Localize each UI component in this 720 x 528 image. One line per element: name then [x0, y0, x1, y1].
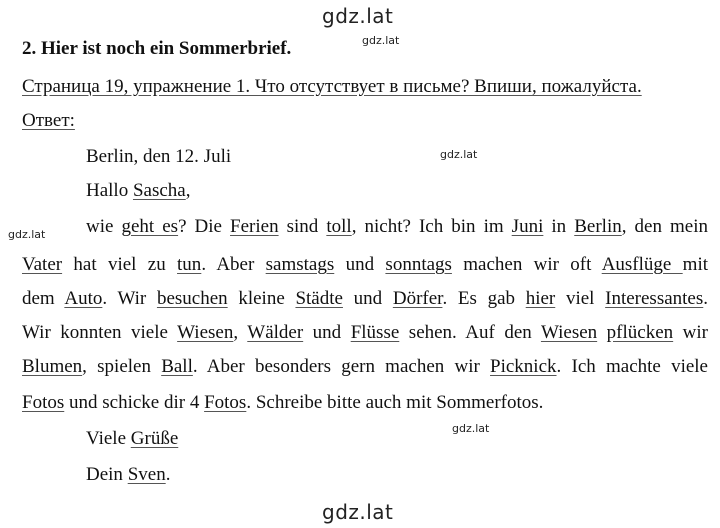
- body-text: wir: [673, 322, 708, 343]
- letter-date: Berlin, den 12. Juli: [86, 146, 232, 167]
- filled-word: Ausflüge: [601, 254, 683, 275]
- greeting-name: Sascha: [132, 180, 186, 201]
- signature-name: Sven: [127, 464, 166, 485]
- filled-word: Blumen: [22, 356, 83, 377]
- body-text: , spielen: [82, 356, 162, 377]
- filled-word: Wälder: [247, 322, 304, 343]
- filled-word: Auto: [64, 288, 103, 309]
- body-text: und: [303, 322, 351, 343]
- filled-word: geht es: [121, 216, 179, 237]
- filled-word: Berlin: [574, 216, 622, 237]
- letter-body-line: [22, 254, 708, 276]
- body-text: . Es gab: [442, 288, 526, 309]
- filled-word: Wiesen: [177, 322, 234, 343]
- signature-period: .: [165, 464, 171, 485]
- greeting-comma: ,: [185, 180, 191, 201]
- filled-word: besuchen: [156, 288, 228, 309]
- watermark-small-4: gdz.lat: [452, 422, 490, 435]
- body-text: in: [543, 216, 575, 237]
- letter-body-line: [22, 322, 708, 344]
- filled-word: hier: [525, 288, 556, 309]
- letter-body-line: [86, 216, 708, 238]
- letter-body-line: [22, 392, 543, 414]
- letter-body-line: [22, 356, 708, 378]
- body-text: , nicht? Ich bin im: [351, 216, 512, 237]
- body-text: , den mein: [621, 216, 708, 237]
- body-text: und schicke dir 4: [64, 392, 205, 413]
- filled-word: Fotos: [22, 392, 65, 413]
- body-text: und: [334, 254, 386, 275]
- filled-word: Ball: [161, 356, 193, 377]
- exercise-title: 2. Hier ist noch ein Sommerbrief.: [22, 38, 292, 59]
- body-text: kleine: [227, 288, 296, 309]
- watermark-bottom: gdz.lat: [322, 500, 394, 524]
- body-text: hat viel zu: [62, 254, 178, 275]
- body-text: ,: [233, 322, 248, 343]
- body-text: . Schreibe bitte auch mit Sommerfotos.: [246, 392, 544, 413]
- body-text: machen wir oft: [451, 254, 602, 275]
- body-text: . Aber besonders gern machen wir: [192, 356, 491, 377]
- filled-word: Flüsse: [350, 322, 400, 343]
- filled-word: sonntags: [385, 254, 452, 275]
- body-text: viel: [555, 288, 606, 309]
- body-text: mit: [682, 254, 709, 275]
- task-text: Страница 19, упражнение 1. Что отсутствует в письме? Впиши, пожалуйста.: [22, 76, 642, 97]
- watermark-small-1: gdz.lat: [362, 34, 400, 47]
- answer-label: Ответ:: [22, 110, 75, 131]
- body-text: . Aber: [201, 254, 266, 275]
- letter-closing: [86, 428, 178, 450]
- body-text: sehen. Auf den: [399, 322, 541, 343]
- filled-word: Wiesen: [540, 322, 598, 343]
- watermark-top: gdz.lat: [322, 4, 394, 28]
- body-text: ? Die: [178, 216, 231, 237]
- filled-word: Juni: [511, 216, 544, 237]
- filled-word: pflücken: [606, 322, 674, 343]
- body-text: dem: [22, 288, 65, 309]
- filled-word: Picknick: [490, 356, 557, 377]
- closing-greeting: Grüße: [130, 428, 179, 449]
- letter-signature: [86, 464, 170, 486]
- filled-word: Ferien: [230, 216, 279, 237]
- body-text: Wir konnten viele: [22, 322, 178, 343]
- greeting-text: Hallo: [86, 180, 133, 201]
- body-text: [597, 322, 607, 343]
- watermark-small-3: gdz.lat: [8, 228, 46, 241]
- body-text: sind: [278, 216, 327, 237]
- body-text: wie: [86, 216, 122, 237]
- closing-text: Viele: [86, 428, 131, 449]
- filled-word: Städte: [295, 288, 343, 309]
- signature-text: Dein: [86, 464, 128, 485]
- filled-word: tun: [177, 254, 202, 275]
- watermark-small-2: gdz.lat: [440, 148, 478, 161]
- filled-word: Fotos: [204, 392, 247, 413]
- filled-word: toll: [326, 216, 352, 237]
- filled-word: Vater: [22, 254, 63, 275]
- body-text: . Ich machte viele: [556, 356, 708, 377]
- body-text: und: [342, 288, 393, 309]
- filled-word: Dörfer: [392, 288, 443, 309]
- body-text: . Wir: [102, 288, 157, 309]
- filled-word: samstags: [265, 254, 335, 275]
- letter-body-line: [22, 288, 708, 310]
- letter-greeting: [86, 180, 190, 202]
- filled-word: Interessantes: [605, 288, 704, 309]
- body-text: .: [703, 288, 709, 309]
